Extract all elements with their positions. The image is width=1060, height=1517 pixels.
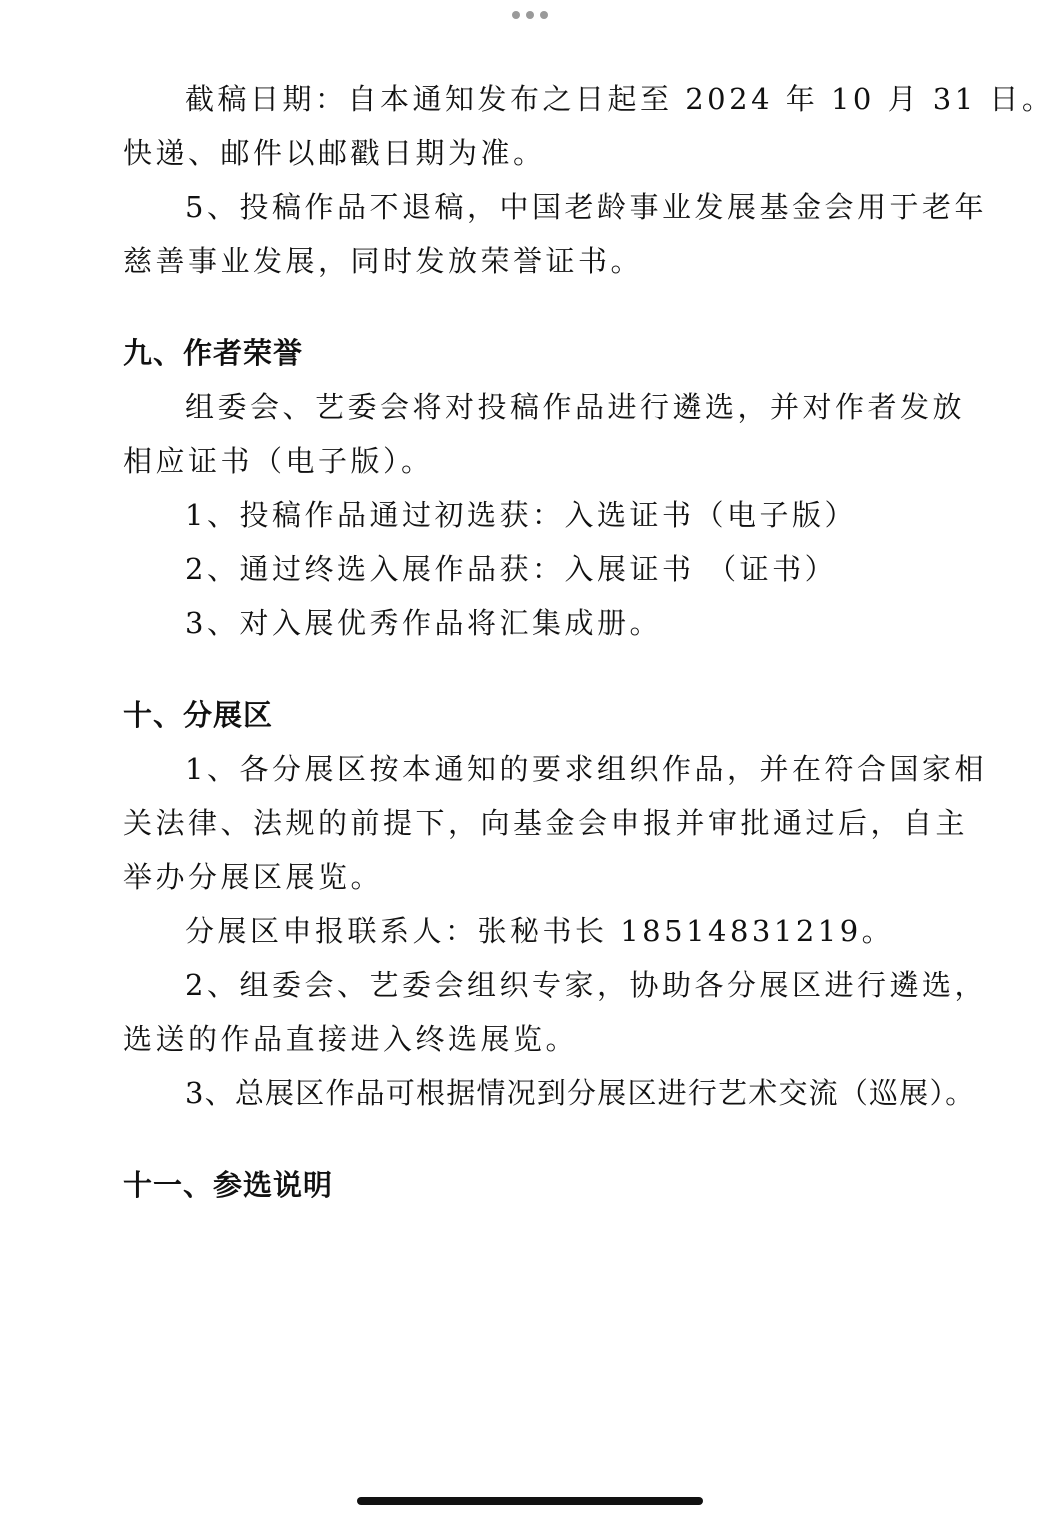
item5-line-1: 5、投稿作品不退稿，中国老龄事业发展基金会用于老年 [185, 190, 987, 224]
section9-item-1: 1、投稿作品通过初选获：入选证书（电子版） [185, 498, 857, 532]
section9-para-line-2: 相应证书（电子版）。 [123, 444, 434, 478]
section9-para-line-1: 组委会、艺委会将对投稿作品进行遴选，并对作者发放 [185, 390, 966, 424]
section-gap [123, 1120, 933, 1158]
more-dot [512, 11, 520, 19]
section9-item-2: 2、通过终选入展作品获：入展证书 （证书） [185, 552, 838, 586]
section-gap [123, 288, 933, 326]
document-body [123, 72, 1055, 1212]
section9-heading: 九、作者荣誉 [123, 336, 304, 370]
section10-item1-line-1: 1、各分展区按本通知的要求组织作品，并在符合国家相 [185, 752, 987, 786]
section10-heading: 十、分展区 [123, 698, 274, 732]
section-gap [123, 650, 933, 688]
section11-heading: 十一、参选说明 [123, 1168, 334, 1202]
deadline-line-1: 截稿日期：自本通知发布之日起至 2024 年 10 月 31 日。 [185, 82, 1055, 116]
section10-item1-line-3: 举办分展区展览。 [123, 860, 384, 894]
more-horizontal-icon[interactable] [512, 10, 548, 20]
section9-item-3: 3、对入展优秀作品将汇集成册。 [185, 606, 662, 640]
section10-item1-line-2: 关法律、法规的前提下，向基金会申报并审批通过后，自主 [123, 806, 969, 840]
section10-item3: 3、总展区作品可根据情况到分展区进行艺术交流（巡展）。 [185, 1076, 976, 1110]
more-dot [540, 11, 548, 19]
section10-contact: 分展区申报联系人：张秘书长 18514831219。 [185, 914, 895, 948]
more-dot [526, 11, 534, 19]
item5-line-2: 慈善事业发展，同时发放荣誉证书。 [123, 244, 644, 278]
section10-item2-line-2: 选送的作品直接进入终选展览。 [123, 1022, 579, 1056]
home-indicator[interactable] [357, 1497, 703, 1505]
section10-item2-line-1: 2、组委会、艺委会组织专家，协助各分展区进行遴选， [185, 968, 987, 1002]
deadline-line-2: 快递、邮件以邮戳日期为准。 [123, 136, 546, 170]
